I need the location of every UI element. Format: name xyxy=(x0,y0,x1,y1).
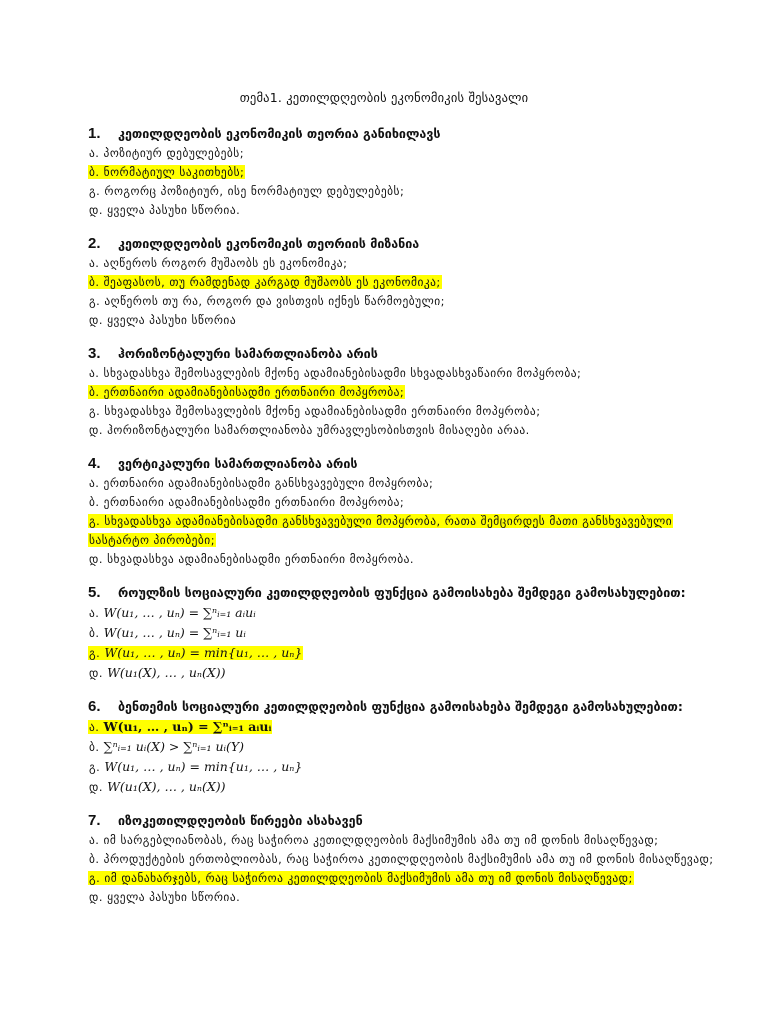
option-mark xyxy=(88,366,582,380)
answer-option xyxy=(88,777,728,797)
option-mark xyxy=(88,256,348,270)
answer-option-highlighted xyxy=(88,163,728,182)
option-text: აღწეროს თუ რა, როგორ და ვისთვის იქნეს წარმოებული; xyxy=(104,294,445,308)
option-mark xyxy=(88,313,237,327)
option-label: ა. xyxy=(89,606,100,620)
option-formula: W(u₁(X), … , uₙ(X)) xyxy=(107,779,226,794)
option-mark xyxy=(88,275,442,289)
question-block xyxy=(88,583,728,683)
option-text: აღწეროს როგორ მუშაობს ეს ეკონომიკა; xyxy=(103,256,348,270)
answer-option xyxy=(88,201,728,220)
option-mark xyxy=(88,833,659,847)
option-text: როგორც პოზიტიურ, ისე ნორმატიულ დებულებებს; xyxy=(104,184,405,198)
option-label: გ. xyxy=(89,871,101,885)
option-label: გ. xyxy=(89,294,101,308)
question-heading xyxy=(88,344,728,364)
option-formula: W(u₁, … , uₙ) = min{u₁, … , uₙ} xyxy=(104,645,303,660)
option-mark xyxy=(88,626,247,640)
option-text: ერთნაირი ადამიანებისადმი ერთნაირი მოპყრობა; xyxy=(103,385,405,399)
option-text: პროდუქტების ერთობლიობას, რაც საჭიროა კეთილდღეობის მაქსიმუმის ამა თუ იმ დონის მისაღწევად; xyxy=(103,852,714,866)
answer-option xyxy=(88,402,728,421)
answer-option-highlighted xyxy=(88,273,728,292)
option-mark xyxy=(88,495,405,509)
question-heading xyxy=(88,234,728,254)
answer-option xyxy=(88,182,728,201)
question-text: ბენთემის სოციალური კეთილდღეობის ფუნქცია გამოისახება შემდეგი გამოსახულებით: xyxy=(118,699,683,714)
option-label: დ. xyxy=(89,203,103,217)
option-mark xyxy=(88,385,405,399)
question-number: 7. xyxy=(88,812,101,829)
option-mark xyxy=(88,184,405,198)
option-label: გ. xyxy=(89,404,101,418)
question-list xyxy=(88,124,728,921)
option-formula: W(u₁, … , uₙ) = ∑ⁿᵢ₌₁ aᵢuᵢ xyxy=(103,605,256,620)
answer-option-highlighted xyxy=(88,383,728,402)
option-text: ყველა პასუხი სწორია xyxy=(107,313,237,327)
answer-option xyxy=(88,850,728,869)
option-mark xyxy=(88,552,415,566)
option-label: დ. xyxy=(89,313,103,327)
option-label: ბ. xyxy=(89,740,100,754)
option-formula: W(u₁, … , uₙ) = ∑ⁿᵢ₌₁ aᵢuᵢ xyxy=(103,719,272,734)
question-text: კეთილდღეობის ეკონომიკის თეორიის მიზანია xyxy=(118,236,420,251)
option-text: სხვადასხვა ადამიანებისადმი განსხვავებული მოპყრობა, რათა შემცირდეს მათი განსხვავებული სასტარტო პირობები; xyxy=(89,514,673,547)
answer-option-highlighted xyxy=(88,869,728,888)
answer-option xyxy=(88,888,728,907)
question-number: 3. xyxy=(88,345,101,362)
option-text: ერთნაირი ადამიანებისადმი განსხვავებული მოპყრობა; xyxy=(103,476,434,490)
option-formula: W(u₁(X), … , uₙ(X)) xyxy=(107,665,226,680)
answer-option-highlighted xyxy=(88,512,728,550)
option-label: დ. xyxy=(89,423,103,437)
option-mark xyxy=(88,606,257,620)
option-mark xyxy=(88,404,542,418)
option-mark xyxy=(88,514,673,547)
question-block xyxy=(88,234,728,330)
answer-option-highlighted xyxy=(88,643,728,663)
option-mark xyxy=(88,165,245,179)
question-heading xyxy=(88,454,728,474)
question-heading xyxy=(88,124,728,144)
option-formula: W(u₁, … , uₙ) = min{u₁, … , uₙ} xyxy=(104,759,303,774)
answer-option xyxy=(88,663,728,683)
option-text: იმ სარგებლიანობას, რაც საჭიროა კეთილდღეობის მაქსიმუმის ამა თუ იმ დონის მისაღწევად; xyxy=(103,833,659,847)
answer-option xyxy=(88,254,728,273)
option-label: გ. xyxy=(89,760,101,774)
answer-option xyxy=(88,144,728,163)
option-label: ა. xyxy=(89,366,100,380)
option-mark xyxy=(88,294,446,308)
option-mark xyxy=(88,203,241,217)
option-mark xyxy=(88,476,434,490)
option-text: ჰორიზონტალური სამართლიანობა უმრავლესობისთვის მისაღები არაა. xyxy=(107,423,530,437)
answer-option xyxy=(88,364,728,383)
option-text: ყველა პასუხი სწორია. xyxy=(107,890,241,904)
option-label: ა. xyxy=(89,476,100,490)
option-mark xyxy=(88,720,272,734)
question-text: იზოკეთილდღეობის წირეები ასახავენ xyxy=(118,813,363,828)
option-formula: W(u₁, … , uₙ) = ∑ⁿᵢ₌₁ uᵢ xyxy=(103,625,246,640)
answer-option xyxy=(88,831,728,850)
option-mark xyxy=(88,852,715,866)
option-mark xyxy=(88,740,245,754)
question-block xyxy=(88,344,728,440)
option-text: იმ დანახარჯებს, რაც საჭიროა კეთილდღეობის მაქსიმუმის ამა თუ იმ დონის მისაღწევად; xyxy=(104,871,633,885)
answer-option xyxy=(88,757,728,777)
option-label: დ. xyxy=(89,552,103,566)
option-label: ბ. xyxy=(89,165,100,179)
option-text: შეაფასოს, თუ რამდენად კარგად მუშაობს ეს ეკონომიკა; xyxy=(103,275,441,289)
option-mark xyxy=(88,666,227,680)
option-mark xyxy=(88,890,241,904)
option-text: ერთნაირი ადამიანებისადმი ერთნაირი მოპყრობა; xyxy=(103,495,405,509)
question-number: 4. xyxy=(88,455,101,472)
option-text: პოზიტიურ დებულებებს; xyxy=(103,146,245,160)
option-label: ა. xyxy=(89,720,100,734)
answer-option xyxy=(88,292,728,311)
option-label: ა. xyxy=(89,256,100,270)
option-text: სხვადასხვა შემოსავლების მქონე ადამიანებისადმი ერთნაირი მოპყრობა; xyxy=(104,404,541,418)
answer-option xyxy=(88,493,728,512)
question-block xyxy=(88,454,728,569)
option-mark xyxy=(88,146,245,160)
option-label: ბ. xyxy=(89,385,100,399)
question-text: ვერტიკალური სამართლიანობა არის xyxy=(118,456,358,471)
answer-option xyxy=(88,737,728,757)
option-text: სხვადასხვა ადამიანებისადმი ერთნაირი მოპყრობა. xyxy=(107,552,414,566)
document-title: თემა1. კეთილდღეობის ეკონომიკის შესავალი xyxy=(239,90,529,105)
question-number: 6. xyxy=(88,698,101,715)
answer-option-highlighted xyxy=(88,717,728,737)
question-text: კეთილდღეობის ეკონომიკის თეორია განიხილავს xyxy=(118,126,441,141)
option-formula: ∑ⁿᵢ₌₁ uᵢ(X) > ∑ⁿᵢ₌₁ uᵢ(Y) xyxy=(103,739,245,754)
option-text: ნორმატიულ საკითხებს; xyxy=(103,165,245,179)
option-label: დ. xyxy=(89,780,103,794)
option-mark xyxy=(88,646,303,660)
answer-option xyxy=(88,474,728,493)
question-number: 1. xyxy=(88,125,101,142)
question-number: 2. xyxy=(88,235,101,252)
option-text: ყველა პასუხი სწორია. xyxy=(107,203,241,217)
question-block xyxy=(88,811,728,907)
option-label: ბ. xyxy=(89,852,100,866)
question-heading xyxy=(88,583,728,603)
option-text: სხვადასხვა შემოსავლების მქონე ადამიანებისადმი სხვადასხვაწაირი მოპყრობა; xyxy=(103,366,582,380)
option-mark xyxy=(88,760,303,774)
question-text: ჰორიზონტალური სამართლიანობა არის xyxy=(118,346,378,361)
answer-option xyxy=(88,623,728,643)
option-label: დ. xyxy=(89,666,103,680)
option-label: ბ. xyxy=(89,275,100,289)
question-block xyxy=(88,124,728,220)
option-label: გ. xyxy=(89,646,101,660)
option-mark xyxy=(88,780,227,794)
option-label: ბ. xyxy=(89,626,100,640)
option-label: გ. xyxy=(89,514,101,528)
option-label: ა. xyxy=(89,833,100,847)
question-block xyxy=(88,697,728,797)
option-label: ბ. xyxy=(89,495,100,509)
question-heading xyxy=(88,697,728,717)
question-text: როულზის სოციალური კეთილდღეობის ფუნქცია გამოისახება შემდეგი გამოსახულებით: xyxy=(118,585,686,600)
answer-option xyxy=(88,603,728,623)
question-heading xyxy=(88,811,728,831)
option-label: ა. xyxy=(89,146,100,160)
answer-option xyxy=(88,421,728,440)
option-mark xyxy=(88,423,531,437)
option-label: დ. xyxy=(89,890,103,904)
option-label: გ. xyxy=(89,184,101,198)
option-mark xyxy=(88,871,634,885)
answer-option xyxy=(88,311,728,330)
answer-option xyxy=(88,550,728,569)
question-number: 5. xyxy=(88,584,101,601)
